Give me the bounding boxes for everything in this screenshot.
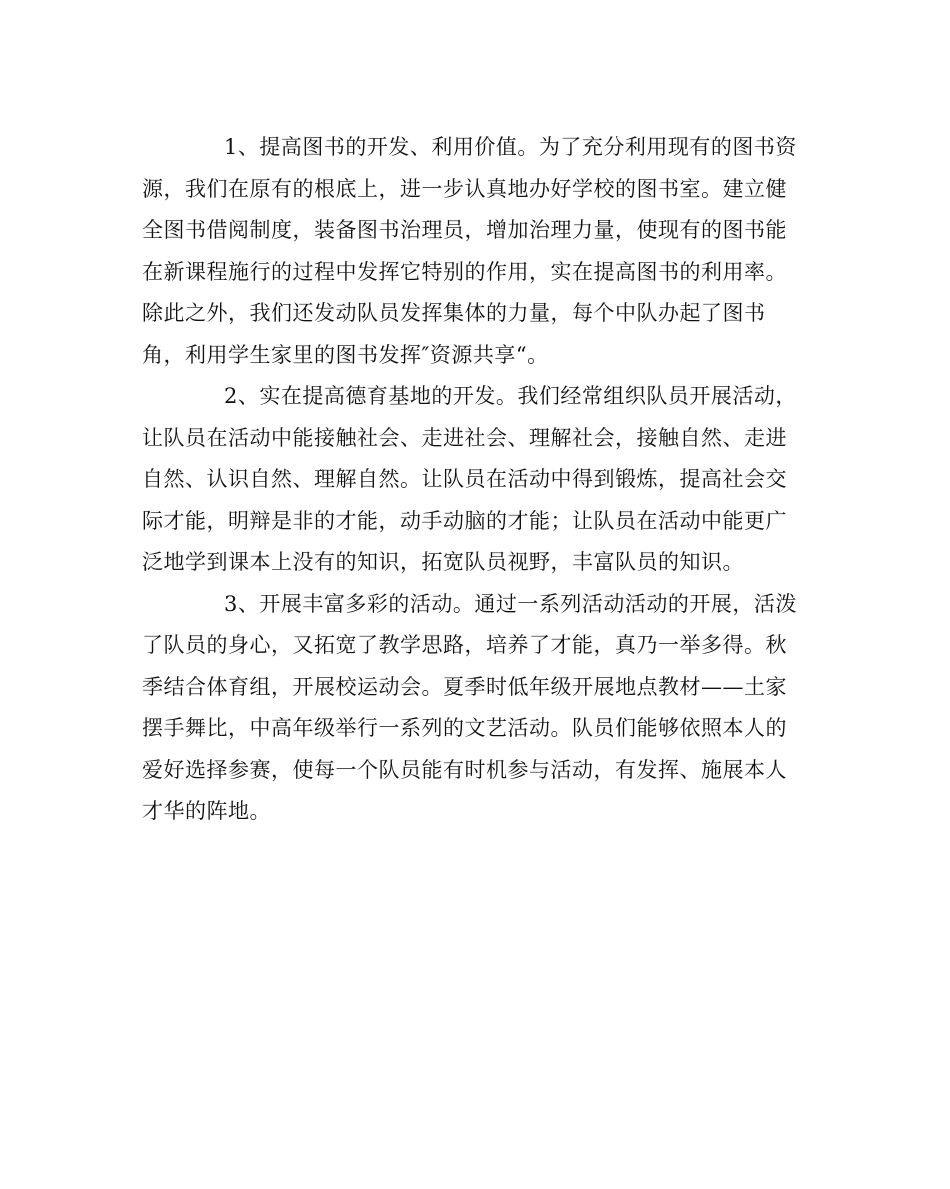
paragraph-1 — [142, 127, 812, 376]
document-body — [142, 127, 812, 833]
paragraph-line: 角，利用学生家里的图书发挥″资源共享“。 — [142, 342, 549, 367]
paragraph-3 — [142, 584, 812, 833]
paragraph-line: 才华的阵地。 — [142, 799, 271, 823]
paragraph-line: 泛地学到课本上没有的知识，拓宽队员视野，丰富队员的知识。 — [142, 550, 744, 574]
paragraph-line: 季结合体育组，开展校运动会。夏季时低年级开展地点教材——土家 — [142, 674, 787, 699]
paragraph-line: 3、开展丰富多彩的活动。通过一系列活动活动的开展，活泼 — [224, 591, 797, 616]
paragraph-line: 爱好选择参赛，使每一个队员能有时机参与活动，有发挥、施展本人 — [142, 757, 787, 782]
paragraph-line: 除此之外，我们还发动队员发挥集体的力量，每个中队办起了图书 — [142, 301, 766, 325]
paragraph-line: 全图书借阅制度，装备图书治理员，增加治理力量，使现有的图书能 — [142, 218, 787, 242]
paragraph-line: 在新课程施行的过程中发挥它特别的作用，实在提高图书的利用率。 — [142, 259, 787, 284]
paragraph-2 — [142, 376, 812, 584]
paragraph-line: 自然、认识自然、理解自然。让队员在活动中得到锻炼，提高社会交 — [142, 467, 787, 491]
paragraph-line: 摆手舞比，中高年级举行一系列的文艺活动。队员们能够依照本人的 — [142, 716, 787, 740]
paragraph-line: 源，我们在原有的根底上，进一步认真地办好学校的图书室。建立健 — [142, 176, 787, 201]
paragraph-line: 2、实在提高德育基地的开发。我们经常组织队员开展活动， — [224, 384, 797, 408]
paragraph-line: 让队员在活动中能接触社会、走进社会、理解社会，接触自然、走进 — [142, 425, 787, 450]
paragraph-line: 了队员的身心，又拓宽了教学思路，培养了才能，真乃一举多得。秋 — [142, 633, 787, 657]
paragraph-line: 1、提高图书的开发、利用价值。为了充分利用现有的图书资 — [224, 135, 797, 159]
paragraph-line: 际才能，明辩是非的才能，动手动脑的才能；让队员在活动中能更广 — [142, 508, 787, 533]
